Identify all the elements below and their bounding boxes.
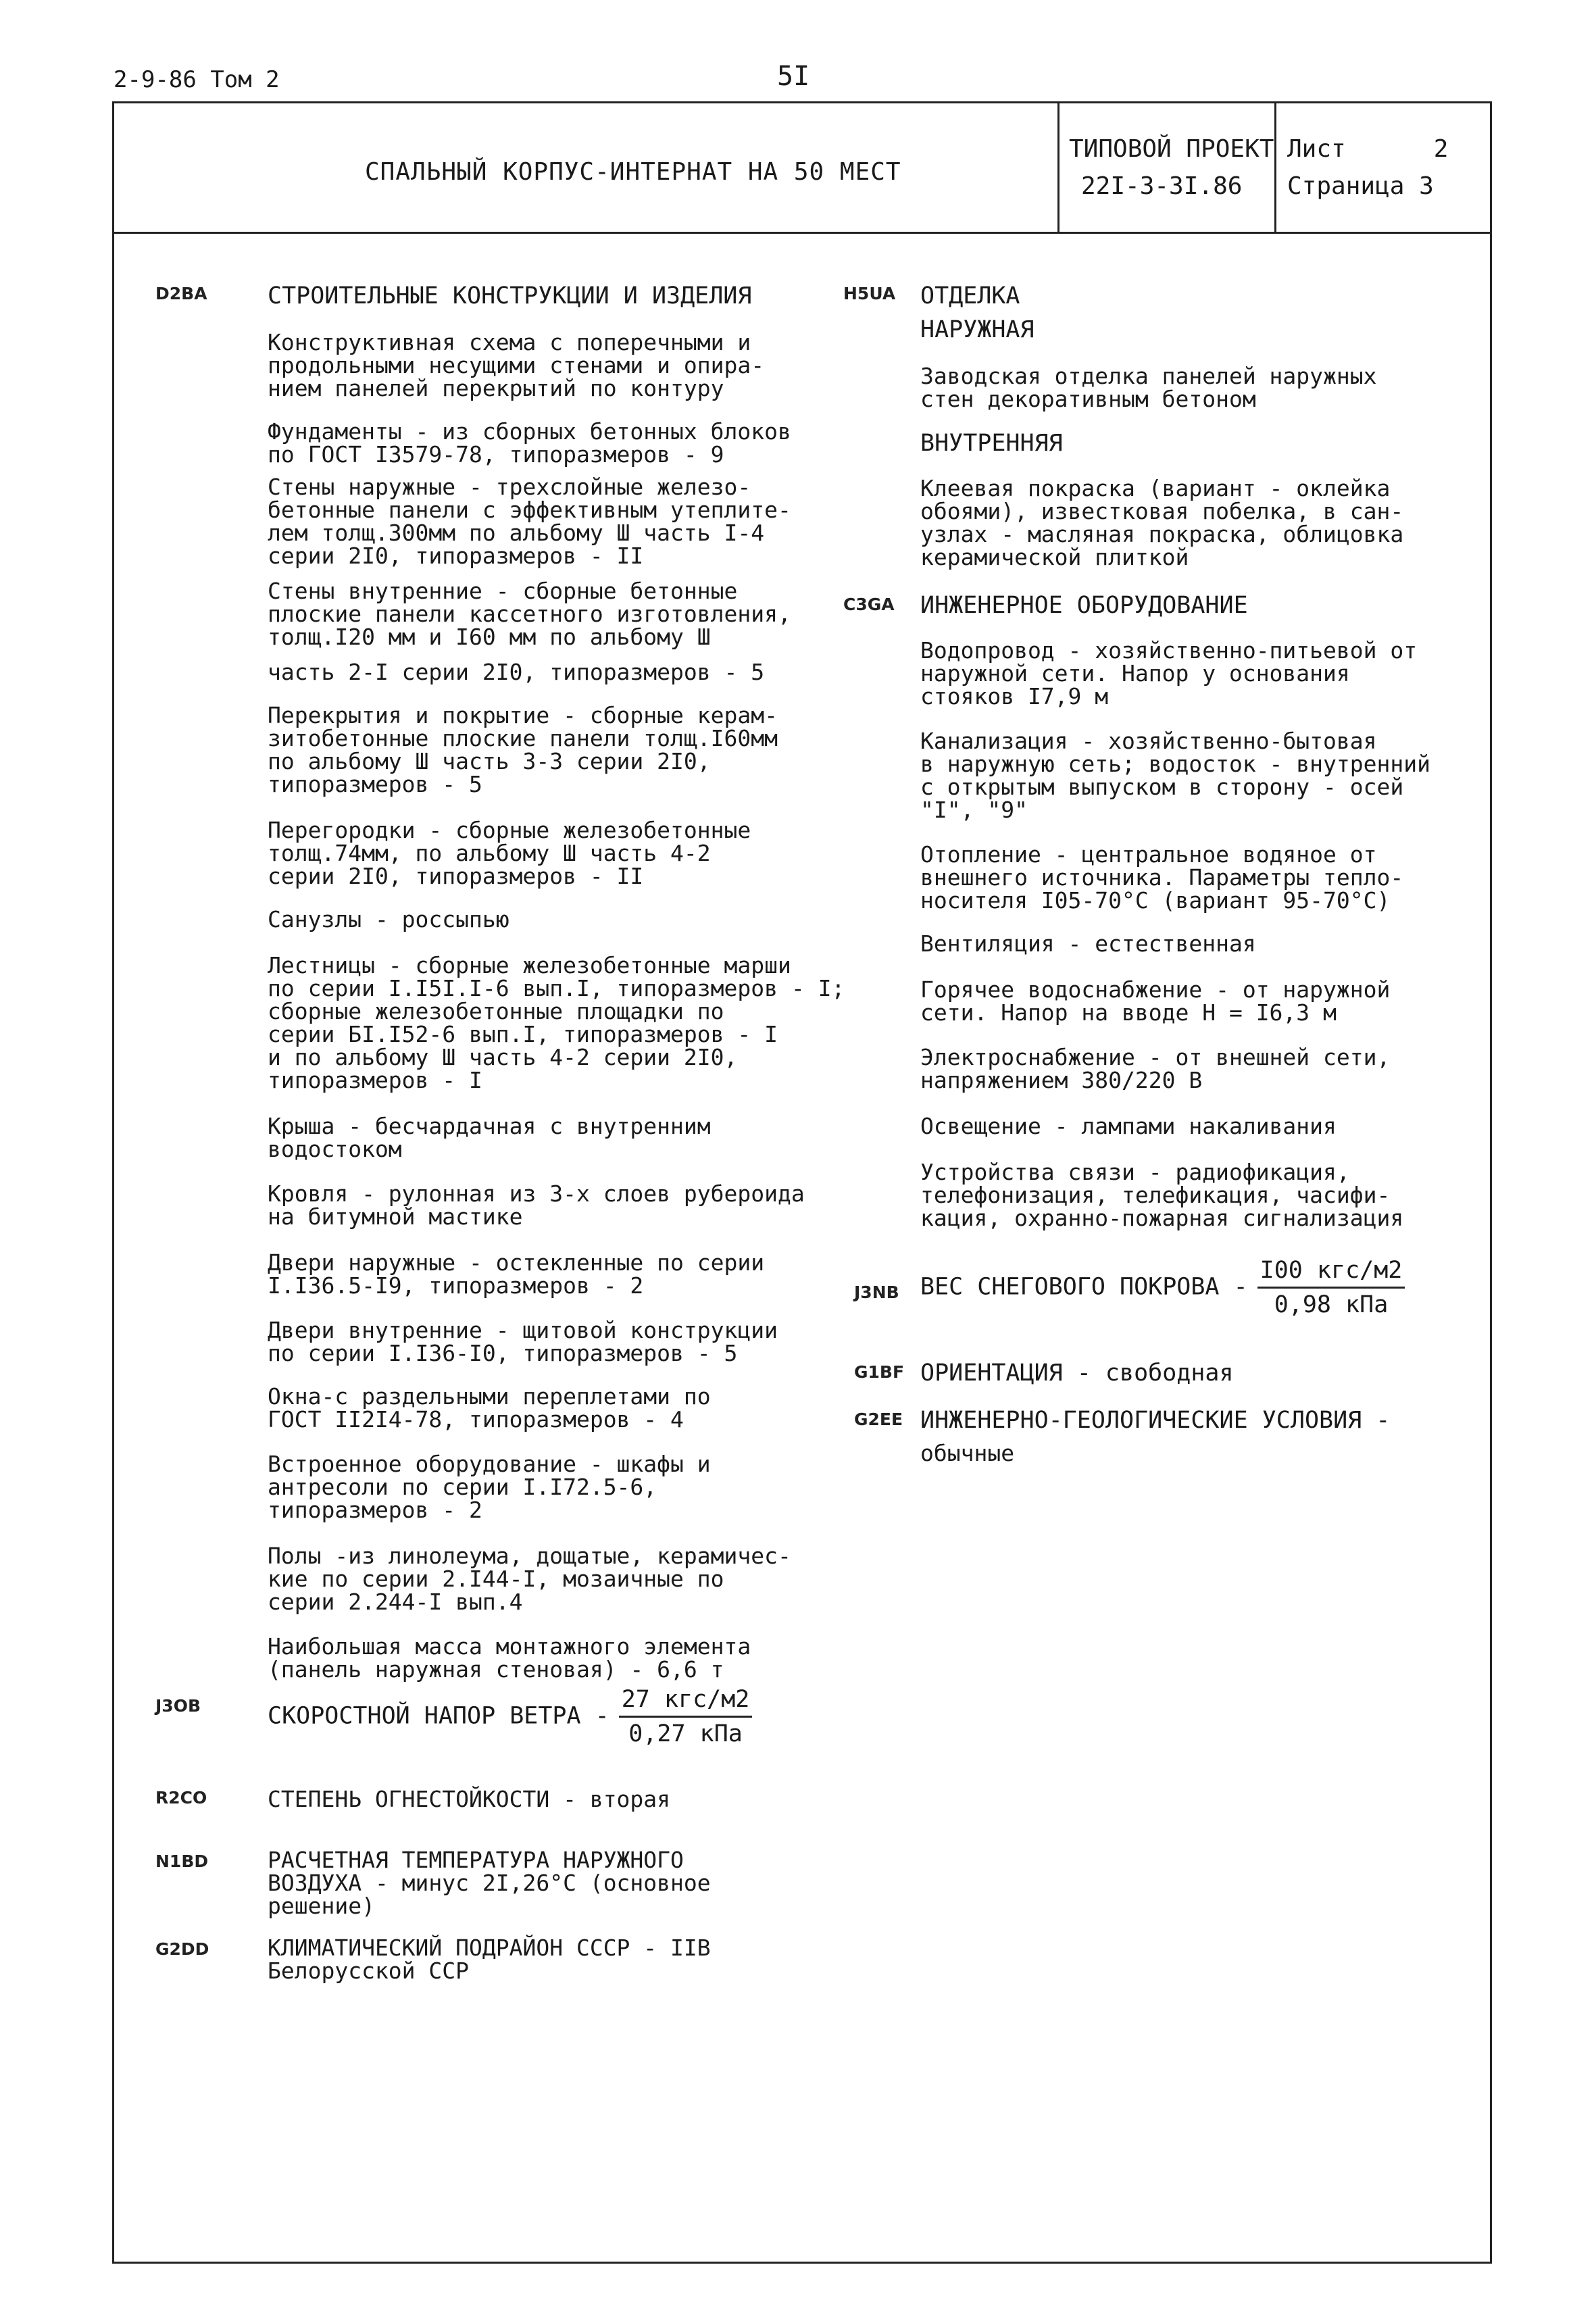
paragraph: Стены наружные - трехслойные железо- бетонные панели с эффективным утеплите- лем толщ.300мм по альбому Ш часть I-4 серии 2I0, типоразмеров - II [268,474,791,569]
paragraph: Канализация - хозяйственно-бытовая в наружную сеть; водосток - внутренний с открытым выпуском в сторону - осей "I", "9" [920,728,1430,823]
paragraph: Устройства связи - радиофикация, телефонизация, телефикация, часифи- кация, охранно-пожарная сигнализация [920,1159,1404,1231]
paragraph: Двери наружные - остекленные по серии I.I36.5-I9, типоразмеров - 2 [268,1249,765,1299]
paragraph: Заводская отделка панелей наружных стен декоративным бетоном [920,363,1377,412]
paragraph: Санузлы - россыпью [268,906,509,932]
paragraph: Перегородки - сборные железобетонные толщ.74мм, по альбому Ш часть 4-2 серии 2I0, типоразмеров - II [268,817,751,889]
geological-conditions-value: обычные [920,1440,1015,1466]
title-block-divider [1274,101,1276,234]
wind-pressure-kpa: 0,27 кПа [628,1720,743,1747]
paragraph: Лестницы - сборные железобетонные марши по серии I.I5I.I-6 вып.I, типоразмеров - I; сборные железобетонные площадки по серии БI.I52-6 вып.I, типоразмеров - I и по альбому Ш часть 4-2 серии 2I0, типоразмеров - I [268,952,845,1093]
paragraph: Окна-с раздельными переплетами по ГОСТ II2I4-78, типоразмеров - 4 [268,1383,711,1433]
page-count: Страница 3 [1287,172,1434,200]
section-code: G2EE [854,1410,903,1429]
paragraph: Двери внутренние - щитовой конструкции по серии I.I36-I0, типоразмеров - 5 [268,1317,778,1366]
geological-conditions: ИНЖЕНЕРНО-ГЕОЛОГИЧЕСКИЕ УСЛОВИЯ - [920,1407,1391,1434]
snow-load-label: ВЕС СНЕГОВОГО ПОКРОВА - [920,1273,1248,1301]
paragraph: Конструктивная схема с поперечными и продольными несущими стенами и опира- нием панелей перекрытий по контуру [268,329,765,401]
paragraph: Стены внутренние - сборные бетонные плоские панели кассетного изготовления, толщ.I20 мм и I60 мм по альбому Ш [268,578,791,650]
paragraph: Кровля - рулонная из 3-х слоев рубероида на битумной мастике [268,1180,805,1230]
paragraph: Крыша - бесчардачная с внутренним водостоком [268,1113,711,1162]
wind-pressure [268,1686,752,1747]
paragraph: Клеевая покраска (вариант - оклейка обоями), известковая побелка, в сан- узлах - масляная покраска, облицовка керамической плиткой [920,475,1404,570]
paragraph: Электроснабжение - от внешней сети, напряжением 380/220 В [920,1044,1391,1093]
paragraph: Горячее водоснабжение - от наружной сети. Напор на вводе Н = I6,3 м [920,976,1391,1026]
page-number: 5I [777,61,810,92]
section-code: D2BA [155,284,207,303]
paragraph: Освещение - лампами накаливания [920,1113,1337,1139]
project-number: 22I-3-3I.86 [1081,172,1243,200]
wind-pressure-label: СКОРОСТНОЙ НАПОР ВЕТРА - [268,1702,609,1730]
section-heading: СТРОИТЕЛЬНЫЕ КОНСТРУКЦИИ И ИЗДЕЛИЯ [268,282,752,309]
fire-resistance: СТЕПЕНЬ ОГНЕСТОЙКОСТИ - вторая [268,1786,671,1812]
section-heading: ОТДЕЛКА [920,282,1020,309]
section-code: G1BF [854,1362,905,1382]
section-code: R2CO [155,1788,207,1808]
snow-load [920,1257,1405,1318]
section-heading: ИНЖЕНЕРНОЕ ОБОРУДОВАНИЕ [920,592,1248,619]
wind-pressure-fraction [619,1686,753,1747]
section-code: J3OB [155,1696,201,1716]
document-title: СПАЛЬНЫЙ КОРПУС-ИНТЕРНАТ НА 50 МЕСТ [365,158,901,186]
snow-load-fraction [1257,1257,1405,1318]
section-code: J3NB [854,1283,899,1302]
snow-load-kgf: I00 кгс/м2 [1257,1257,1405,1289]
section-code: N1BD [155,1851,209,1871]
paragraph: Фундаменты - из сборных бетонных блоков по ГОСТ I3579-78, типоразмеров - 9 [268,418,791,468]
design-temperature: РАСЧЕТНАЯ ТЕМПЕРАТУРА НАРУЖНОГО ВОЗДУХА - минус 2I,26°С (основное решение) [268,1847,711,1919]
paragraph: Отопление - центральное водяное от внешнего источника. Параметры тепло- носителя I05-70°С (вариант 95-70°С) [920,841,1404,914]
snow-load-kpa: 0,98 кПа [1274,1291,1389,1318]
sheet-number: Лист 2 [1287,135,1449,163]
paragraph: Водопровод - хозяйственно-питьевой от наружной сети. Напор у основания стояков I7,9 м [920,637,1418,710]
climatic-subregion: КЛИМАТИЧЕСКИЙ ПОДРАЙОН СССР - IIВ Белорусской ССР [268,1935,711,1984]
section-code: H5UA [843,284,896,303]
subheading: ВНУТРЕННЯЯ [920,430,1063,457]
section-code: G2DD [155,1939,209,1959]
orientation: ОРИЕНТАЦИЯ - свободная [920,1360,1234,1387]
subheading: НАРУЖНАЯ [920,316,1034,343]
paragraph: часть 2-I серии 2I0, типоразмеров - 5 [268,659,765,685]
project-label: ТИПОВОЙ ПРОЕКТ [1069,135,1274,163]
paragraph: Наибольшая масса монтажного элемента (панель наружная стеновая) - 6,6 т [268,1633,751,1683]
wind-pressure-kgf: 27 кгс/м2 [619,1686,753,1718]
document-ref: 2-9-86 Том 2 [114,66,280,93]
title-block-divider [1057,101,1059,234]
paragraph: Встроенное оборудование - шкафы и антресоли по серии I.I72.5-6, типоразмеров - 2 [268,1451,711,1523]
section-code: C3GA [843,595,895,614]
paragraph: Перекрытия и покрытие - сборные керам- зитобетонные плоские панели толщ.I60мм по альбому Ш часть 3-3 серии 2I0, типоразмеров - 5 [268,702,778,797]
paragraph: Вентиляция - естественная [920,930,1256,957]
paragraph: Полы -из линолеума, дощатые, керамичес- кие по серии 2.I44-I, мозаичные по серии 2.244-I вып.4 [268,1543,791,1615]
